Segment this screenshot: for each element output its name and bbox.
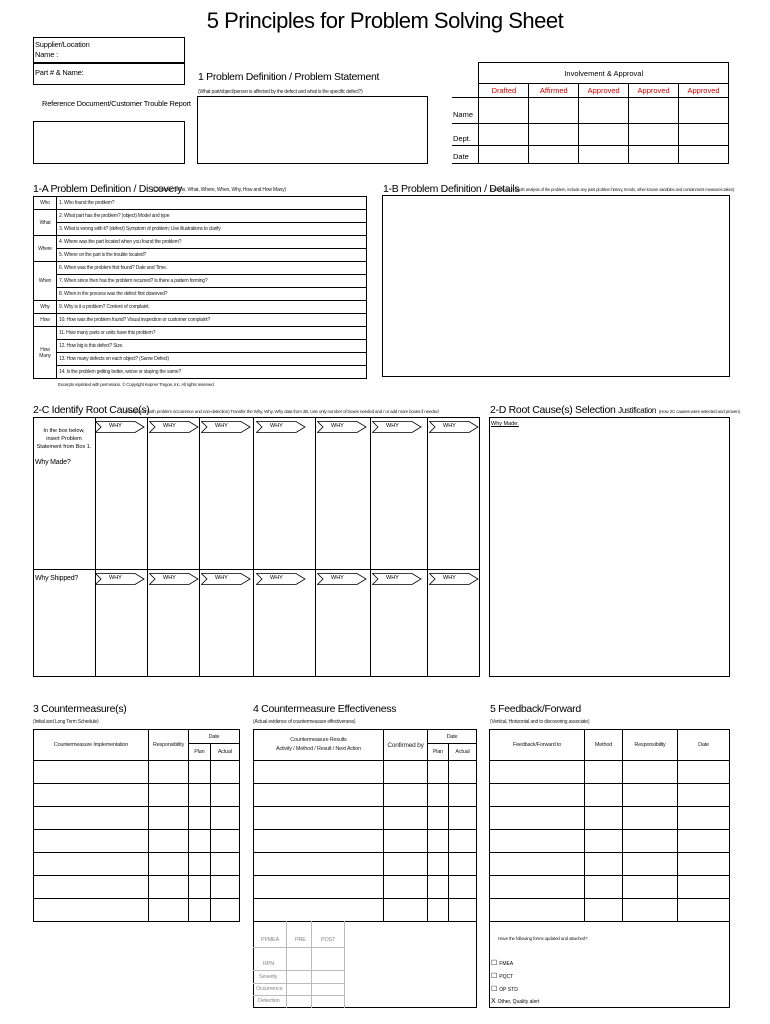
col-impl: Countermeasure Implementation	[34, 730, 149, 761]
table-cell[interactable]	[448, 784, 476, 807]
section2d-heading-b: Justification	[618, 406, 657, 415]
table-cell[interactable]	[678, 853, 730, 876]
table-cell[interactable]	[210, 899, 239, 922]
table-cell[interactable]	[149, 853, 189, 876]
question-4[interactable]: 4. Where was the part located when you found the problem?	[57, 236, 367, 249]
table-cell[interactable]	[678, 807, 730, 830]
why-label: WHY	[163, 423, 176, 429]
effectiveness-row	[254, 853, 477, 876]
why-chevron[interactable]	[429, 421, 479, 433]
form-checkbox-item[interactable]	[491, 998, 539, 1005]
copyright-note: Excerpts reprinted with permission. © Copyright Kepner Tregoe, Inc. All rights reserved.	[58, 382, 215, 387]
severity-label: Severity	[259, 974, 278, 980]
table-cell[interactable]	[254, 853, 384, 876]
why-label: WHY	[215, 423, 228, 429]
why-shipped-label: Why Shipped?	[35, 575, 79, 582]
effectiveness-row	[254, 830, 477, 853]
table-cell[interactable]	[678, 784, 730, 807]
feedback-row	[490, 830, 730, 853]
approval-cell[interactable]	[529, 98, 579, 124]
table-cell[interactable]	[254, 830, 384, 853]
why-column-divider	[315, 417, 316, 677]
table-cell[interactable]	[428, 853, 449, 876]
table-cell[interactable]	[623, 853, 678, 876]
table-cell[interactable]	[585, 807, 623, 830]
group-where: Where	[34, 236, 57, 262]
countermeasure-row	[34, 784, 240, 807]
approval-cell[interactable]	[579, 124, 629, 146]
question-10[interactable]: 10. How was the problem found? Visual inspection or customer complaint?	[57, 314, 367, 327]
checkbox-label: FMEA	[499, 961, 514, 967]
col-date: Date	[678, 730, 730, 761]
approval-cell[interactable]	[579, 146, 629, 164]
why-column-divider	[147, 417, 148, 677]
table-cell[interactable]	[189, 876, 211, 899]
col-responsibility: Responsibility	[149, 730, 189, 761]
approval-cell[interactable]	[479, 98, 529, 124]
table-cell[interactable]	[448, 853, 476, 876]
section4-heading: 4 Countermeasure Effectiveness	[253, 703, 397, 715]
table-cell[interactable]	[678, 761, 730, 784]
question-3[interactable]: 3. What is wrong with it? (defect) Symptom of problem; Use illustrations to clarify	[57, 223, 367, 236]
question-9[interactable]: 9. Why is it a problem? Content of complaint.	[57, 301, 367, 314]
question-1[interactable]: 1. Who found the problem?	[57, 197, 367, 210]
table-cell[interactable]	[585, 761, 623, 784]
group-what: What	[34, 210, 57, 236]
part-field[interactable]	[33, 63, 185, 85]
table-cell[interactable]	[384, 853, 428, 876]
why-chevron[interactable]	[372, 573, 422, 585]
col-results	[254, 730, 384, 761]
section2c-heading: 2-C Identify Root Cause(s)	[33, 404, 150, 416]
table-cell[interactable]	[210, 784, 239, 807]
feedback-row	[490, 899, 730, 922]
countermeasure-row	[34, 876, 240, 899]
table-cell[interactable]	[384, 899, 428, 922]
table-cell[interactable]	[254, 784, 384, 807]
approval-row-dept: Dept.	[452, 124, 479, 146]
table-cell[interactable]	[254, 761, 384, 784]
feedback-row	[490, 761, 730, 784]
approval-cell[interactable]	[479, 146, 529, 164]
table-cell[interactable]	[34, 876, 149, 899]
table-cell[interactable]	[585, 899, 623, 922]
table-cell[interactable]	[428, 876, 449, 899]
approval-col-approved-2: Approved	[629, 84, 679, 98]
table-cell[interactable]	[490, 784, 585, 807]
question-11[interactable]: 11. How many parts or units have this problem?	[57, 327, 367, 340]
why-chevron[interactable]	[256, 421, 306, 433]
section3-heading: 3 Countermeasure(s)	[33, 703, 127, 715]
problem-statement-field[interactable]	[197, 96, 428, 164]
section1a-heading: 1-A Problem Definition / Discovery	[33, 183, 183, 195]
table-cell[interactable]	[210, 830, 239, 853]
table-cell[interactable]	[189, 761, 211, 784]
table-cell[interactable]	[623, 807, 678, 830]
why-column-divider	[95, 417, 96, 677]
why-label: WHY	[331, 423, 344, 429]
table-cell[interactable]	[34, 761, 149, 784]
why-label: WHY	[270, 423, 283, 429]
approval-table	[452, 62, 729, 164]
countermeasure-row	[34, 761, 240, 784]
table-cell[interactable]	[428, 830, 449, 853]
supplier-field[interactable]	[33, 37, 185, 63]
question-6[interactable]: 6. When was the problem first found? Date and Time.	[57, 262, 367, 275]
checkbox-mark[interactable]: X	[491, 998, 496, 1005]
table-cell[interactable]	[428, 899, 449, 922]
col-actual: Actual	[448, 744, 476, 761]
section1b-heading: 1-B Problem Definition / Details	[383, 183, 520, 195]
ref-doc-label: Reference Document/Customer Trouble Report	[42, 99, 191, 108]
update-note: Have the following forms updated and attached?	[498, 936, 588, 941]
table-cell[interactable]	[254, 876, 384, 899]
section5-heading: 5 Feedback/Forward	[490, 703, 581, 715]
table-cell[interactable]	[490, 807, 585, 830]
justification-why-made: Why Made:	[491, 421, 519, 427]
section2d-heading	[490, 404, 740, 416]
effectiveness-row	[254, 899, 477, 922]
group-when: When	[34, 262, 57, 301]
why-chevron[interactable]	[317, 573, 367, 585]
effectiveness-row	[254, 807, 477, 830]
table-cell[interactable]	[448, 761, 476, 784]
why-column-divider	[253, 417, 254, 677]
table-cell[interactable]	[585, 853, 623, 876]
col-results-text: Countermeasure Results	[290, 737, 347, 743]
why-label: WHY	[109, 575, 122, 581]
why-label: WHY	[270, 575, 283, 581]
pfmea-pre: PRE	[295, 937, 306, 943]
section3-hint: (Initial and Long Term Schedule)	[33, 719, 99, 725]
effectiveness-row	[254, 784, 477, 807]
question-14[interactable]: 14. Is the problem getting better, worse or staying the same?	[57, 366, 367, 379]
why-label: WHY	[443, 575, 456, 581]
why-label: WHY	[215, 575, 228, 581]
table-cell[interactable]	[149, 761, 189, 784]
approval-col-approved-1: Approved	[579, 84, 629, 98]
table-cell[interactable]	[448, 830, 476, 853]
countermeasure-row	[34, 853, 240, 876]
why-chevron[interactable]	[201, 573, 251, 585]
root-cause-justification-field[interactable]	[489, 417, 730, 677]
countermeasure-row	[34, 830, 240, 853]
feedback-table	[489, 729, 730, 922]
approval-heading: Involvement & Approval	[479, 63, 729, 84]
col-method: Method	[585, 730, 623, 761]
table-cell[interactable]	[210, 807, 239, 830]
table-cell[interactable]	[448, 899, 476, 922]
section1b-hint: (Provide an in-depth analysis of the problem, include any past problem history, trends, other known variables and containment measures taken)	[490, 187, 735, 192]
table-cell[interactable]	[384, 876, 428, 899]
approval-cell[interactable]	[679, 98, 729, 124]
feedback-row	[490, 807, 730, 830]
page-title: 5 Principles for Problem Solving Sheet	[206, 8, 564, 33]
effectiveness-row	[254, 761, 477, 784]
table-cell[interactable]	[585, 830, 623, 853]
table-cell[interactable]	[149, 876, 189, 899]
approval-cell[interactable]	[679, 124, 729, 146]
why-chevron[interactable]	[256, 573, 306, 585]
table-cell[interactable]	[490, 761, 585, 784]
table-cell[interactable]	[490, 853, 585, 876]
why-chevron[interactable]	[149, 421, 199, 433]
table-cell[interactable]	[189, 807, 211, 830]
approval-col-drafted: Drafted	[479, 84, 529, 98]
approval-cell[interactable]	[679, 146, 729, 164]
checkbox-mark[interactable]: ☐	[491, 986, 498, 993]
table-cell[interactable]	[210, 876, 239, 899]
table-cell[interactable]	[254, 807, 384, 830]
question-8[interactable]: 8. When in the process was the defect first observed?	[57, 288, 367, 301]
table-cell[interactable]	[384, 807, 428, 830]
table-cell[interactable]	[149, 807, 189, 830]
form-checkbox-item[interactable]	[491, 985, 518, 993]
table-cell[interactable]	[34, 830, 149, 853]
approval-cell[interactable]	[579, 98, 629, 124]
section4-hint: (Actual evidence of countermeasure effectiveness)	[253, 719, 356, 725]
section2c-hint: (Analysis of both problem occurrence and non-detection) Transfer the Why, Why, Why data from 2B. Use only number of boxes needed and / or add more boxes if needed	[125, 409, 439, 414]
col-confirmed-by: Confirmed by	[384, 730, 428, 761]
table-cell[interactable]	[678, 830, 730, 853]
why-column-divider	[199, 417, 200, 677]
col-plan: Plan	[189, 744, 211, 761]
pfmea-post: POST	[321, 937, 336, 943]
table-cell[interactable]	[384, 784, 428, 807]
approval-cell[interactable]	[479, 124, 529, 146]
table-cell[interactable]	[428, 784, 449, 807]
why-label: WHY	[443, 423, 456, 429]
section2d-heading-text: 2-D Root Cause(s) Selection	[490, 404, 616, 416]
col-plan: Plan	[428, 744, 449, 761]
approval-cell[interactable]	[529, 124, 579, 146]
approval-cell[interactable]	[629, 146, 679, 164]
why-label: WHY	[109, 423, 122, 429]
question-7[interactable]: 7. When since then has the problem recurred? Is there a pattern forming?	[57, 275, 367, 288]
table-cell[interactable]	[490, 876, 585, 899]
checkbox-mark[interactable]: ☐	[491, 960, 498, 967]
table-cell[interactable]	[623, 830, 678, 853]
table-cell[interactable]	[428, 807, 449, 830]
table-cell[interactable]	[189, 899, 211, 922]
group-why: Why	[34, 301, 57, 314]
question-13[interactable]: 13. How many defects on each object? (Same Defect)	[57, 353, 367, 366]
col-responsibility: Responsibility	[623, 730, 678, 761]
pfmea-grid	[253, 921, 345, 1008]
rpn-label: RPN	[263, 961, 275, 967]
occurrence-label: Occurrence	[256, 986, 283, 992]
problem-details-field[interactable]	[382, 195, 730, 377]
section2d-hint: (How 2C causes were selected and proven)	[658, 409, 740, 414]
countermeasure-row	[34, 807, 240, 830]
why-chevron[interactable]	[372, 421, 422, 433]
table-cell[interactable]	[678, 876, 730, 899]
section1a-hint: (Consider : Who, What, Where, When, Why, How and How Many)	[152, 187, 286, 193]
approval-cell[interactable]	[529, 146, 579, 164]
why-chevron[interactable]	[201, 421, 251, 433]
table-cell[interactable]	[34, 853, 149, 876]
table-cell[interactable]	[623, 784, 678, 807]
why-chevron[interactable]	[429, 573, 479, 585]
table-cell[interactable]	[384, 761, 428, 784]
checkbox-label: OP STD	[499, 987, 518, 993]
table-cell[interactable]	[428, 761, 449, 784]
approval-row-name: Name	[452, 98, 479, 124]
ref-doc-field[interactable]	[33, 121, 185, 164]
col-date: Date	[189, 730, 240, 744]
table-cell[interactable]	[678, 899, 730, 922]
checkbox-mark[interactable]: ☐	[491, 973, 498, 980]
countermeasure-row	[34, 899, 240, 922]
col-feedback: Feedback/Forward to	[490, 730, 585, 761]
discovery-table	[33, 196, 367, 379]
why-label: WHY	[386, 423, 399, 429]
why-column-divider	[370, 417, 371, 677]
table-cell[interactable]	[448, 876, 476, 899]
feedback-row	[490, 853, 730, 876]
why-label: WHY	[163, 575, 176, 581]
why-label: WHY	[331, 575, 344, 581]
table-cell[interactable]	[34, 807, 149, 830]
effectiveness-row	[254, 876, 477, 899]
section1-hint: (What part/object/person is affected by the defect and what is the specific defect?)	[198, 89, 363, 95]
table-cell[interactable]	[34, 784, 149, 807]
root-cause-area	[33, 417, 480, 677]
problem-statement-note: In the box below, insert Problem Statement from Box 1.	[36, 428, 92, 450]
why-shipped-divider	[33, 569, 480, 570]
table-cell[interactable]	[448, 807, 476, 830]
col-date: Date	[428, 730, 477, 744]
approval-col-affirmed: Affirmed	[529, 84, 579, 98]
table-cell[interactable]	[149, 830, 189, 853]
checkbox-label: Other, Quality alert	[497, 999, 540, 1005]
table-cell[interactable]	[623, 761, 678, 784]
approval-row-date: Date	[452, 146, 479, 164]
why-label: WHY	[386, 575, 399, 581]
table-cell[interactable]	[585, 876, 623, 899]
why-chevron[interactable]	[95, 421, 145, 433]
table-cell[interactable]	[189, 784, 211, 807]
question-5[interactable]: 5. Where on the part is the trouble located?	[57, 249, 367, 262]
section5-hint: (Vertical, Horizontal and to discovering associate)	[490, 719, 590, 725]
feedback-row	[490, 876, 730, 899]
why-column-divider	[427, 417, 428, 677]
table-cell[interactable]	[623, 876, 678, 899]
section1-heading: 1 Problem Definition / Problem Statement	[198, 71, 380, 83]
table-cell[interactable]	[585, 784, 623, 807]
table-cell[interactable]	[623, 899, 678, 922]
effectiveness-table	[253, 729, 477, 922]
col-results-text-2: Activity / Method / Result / Next Action	[276, 746, 361, 752]
why-made-label: Why Made?	[35, 459, 71, 466]
table-cell[interactable]	[149, 784, 189, 807]
form-checkbox-item[interactable]	[491, 972, 513, 980]
feedback-row	[490, 784, 730, 807]
checkbox-label: PQCT	[499, 974, 514, 980]
forms-update-box	[489, 921, 730, 1008]
detection-label: Detection	[258, 998, 280, 1004]
approval-cell[interactable]	[629, 124, 679, 146]
why-chevron[interactable]	[149, 573, 199, 585]
table-cell[interactable]	[189, 830, 211, 853]
col-actual: Actual	[210, 744, 239, 761]
supplier-label: Supplier/Location Name :	[35, 40, 90, 59]
group-how: How	[34, 314, 57, 327]
table-cell[interactable]	[189, 853, 211, 876]
table-cell[interactable]	[149, 899, 189, 922]
table-cell[interactable]	[490, 899, 585, 922]
table-cell[interactable]	[384, 830, 428, 853]
form-checkbox-item[interactable]	[491, 959, 513, 967]
table-cell[interactable]	[34, 899, 149, 922]
part-label: Part # & Name:	[35, 68, 84, 77]
why-chevron[interactable]	[95, 573, 145, 585]
table-cell[interactable]	[210, 853, 239, 876]
pfmea-label: PFMEA	[261, 937, 279, 943]
question-12[interactable]: 12. How big is this defect? Size.	[57, 340, 367, 353]
approval-cell[interactable]	[629, 98, 679, 124]
group-who: Who	[34, 197, 57, 210]
countermeasure-table	[33, 729, 240, 922]
table-cell[interactable]	[254, 899, 384, 922]
why-chevron[interactable]	[317, 421, 367, 433]
question-2[interactable]: 2. What part has the problem? (object) Model and type	[57, 210, 367, 223]
table-cell[interactable]	[490, 830, 585, 853]
group-how-many: How Many	[34, 327, 57, 379]
approval-col-approved-3: Approved	[679, 84, 729, 98]
table-cell[interactable]	[210, 761, 239, 784]
